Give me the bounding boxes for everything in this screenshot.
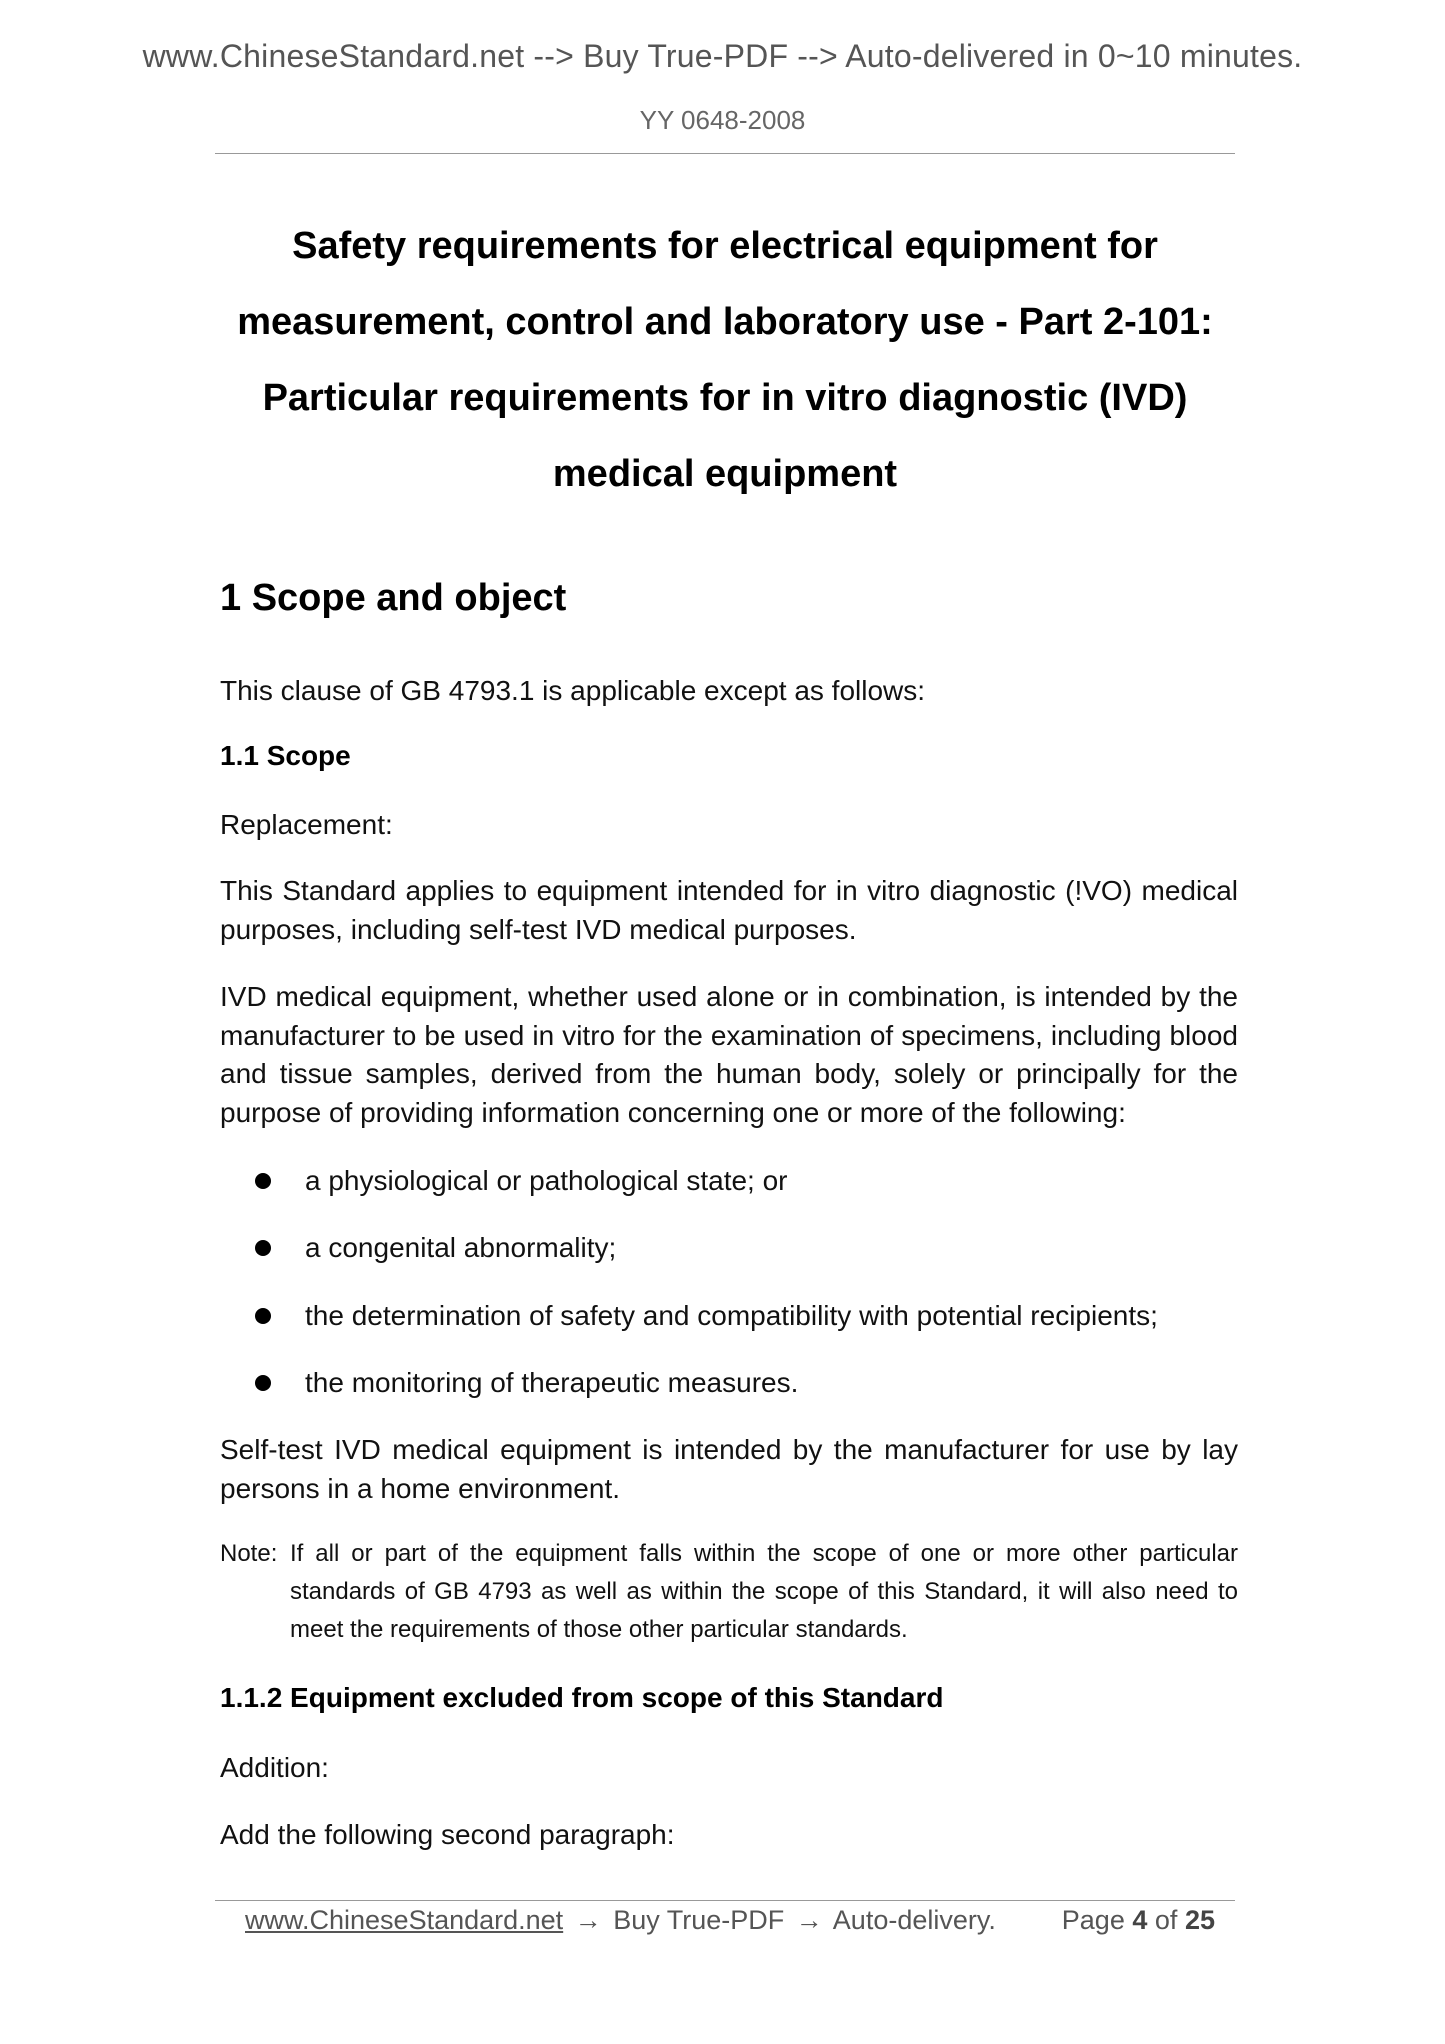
title-line-2: measurement, control and laboratory use - Part 2-101:	[237, 301, 1213, 343]
note-label: Note:	[220, 1540, 278, 1567]
bullet-icon	[255, 1375, 271, 1391]
current-page-number: 4	[1132, 1905, 1148, 1935]
footer-site-link[interactable]: www.ChineseStandard.net	[245, 1905, 564, 1935]
page-footer	[245, 1905, 1225, 1936]
subsection-heading-excluded: 1.1.2 Equipment excluded from scope of this Standard	[220, 1682, 944, 1713]
footer-auto-text: Auto-delivery.	[832, 1905, 996, 1935]
arrow-right-icon: →	[574, 1905, 602, 1935]
document-title	[200, 208, 1250, 512]
title-line-1: Safety requirements for electrical equipment for	[292, 225, 1158, 267]
footer-buy-text: Buy True-PDF	[613, 1905, 785, 1935]
footer-divider	[215, 1900, 1235, 1901]
title-line-4: medical equipment	[552, 453, 898, 495]
section-heading-scope: 1 Scope and object	[220, 577, 567, 619]
bullet-icon	[255, 1308, 271, 1324]
page-indicator: Page 4 of 25	[1061, 1905, 1215, 1935]
add-paragraph-instruction: Add the following second paragraph:	[220, 1819, 675, 1850]
self-test-paragraph: Self-test IVD medical equipment is intended by the manufacturer for use by lay persons in a home environment.	[220, 1434, 1238, 1504]
standard-code: YY 0648-2008	[639, 105, 806, 135]
header-divider	[215, 153, 1235, 154]
arrow-right-icon: →	[795, 1905, 823, 1935]
total-pages-number: 25	[1184, 1905, 1215, 1935]
bullet-icon	[255, 1240, 271, 1256]
subsection-heading-scope: 1.1 Scope	[220, 740, 351, 771]
title-line-3: Particular requirements for in vitro diagnostic (IVD)	[262, 377, 1188, 419]
bullet-icon	[255, 1173, 271, 1189]
ivd-definition-paragraph: IVD medical equipment, whether used alone or in combination, is intended by the manufacturer to be used in vitro for the examination of specimens, including blood and tissue samples, derived from the human body, solely or principally for the purpose of providing information concerning one or more of the following:	[220, 981, 1238, 1128]
scope-paragraph: This Standard applies to equipment intended for in vitro diagnostic (!VO) medical purposes, including self-test IVD medical purposes.	[220, 875, 1238, 945]
addition-label: Addition:	[220, 1752, 329, 1783]
note-text: If all or part of the equipment falls within the scope of one or more other particular standards of GB 4793 as well as within the scope of this Standard, it will also need to meet the requirements of those other particular standards.	[290, 1540, 1238, 1643]
replacement-label: Replacement:	[220, 809, 393, 840]
top-banner: www.ChineseStandard.net --> Buy True-PDF --> Auto-delivered in 0~10 minutes.	[142, 38, 1303, 74]
intro-paragraph: This clause of GB 4793.1 is applicable except as follows:	[220, 675, 926, 706]
